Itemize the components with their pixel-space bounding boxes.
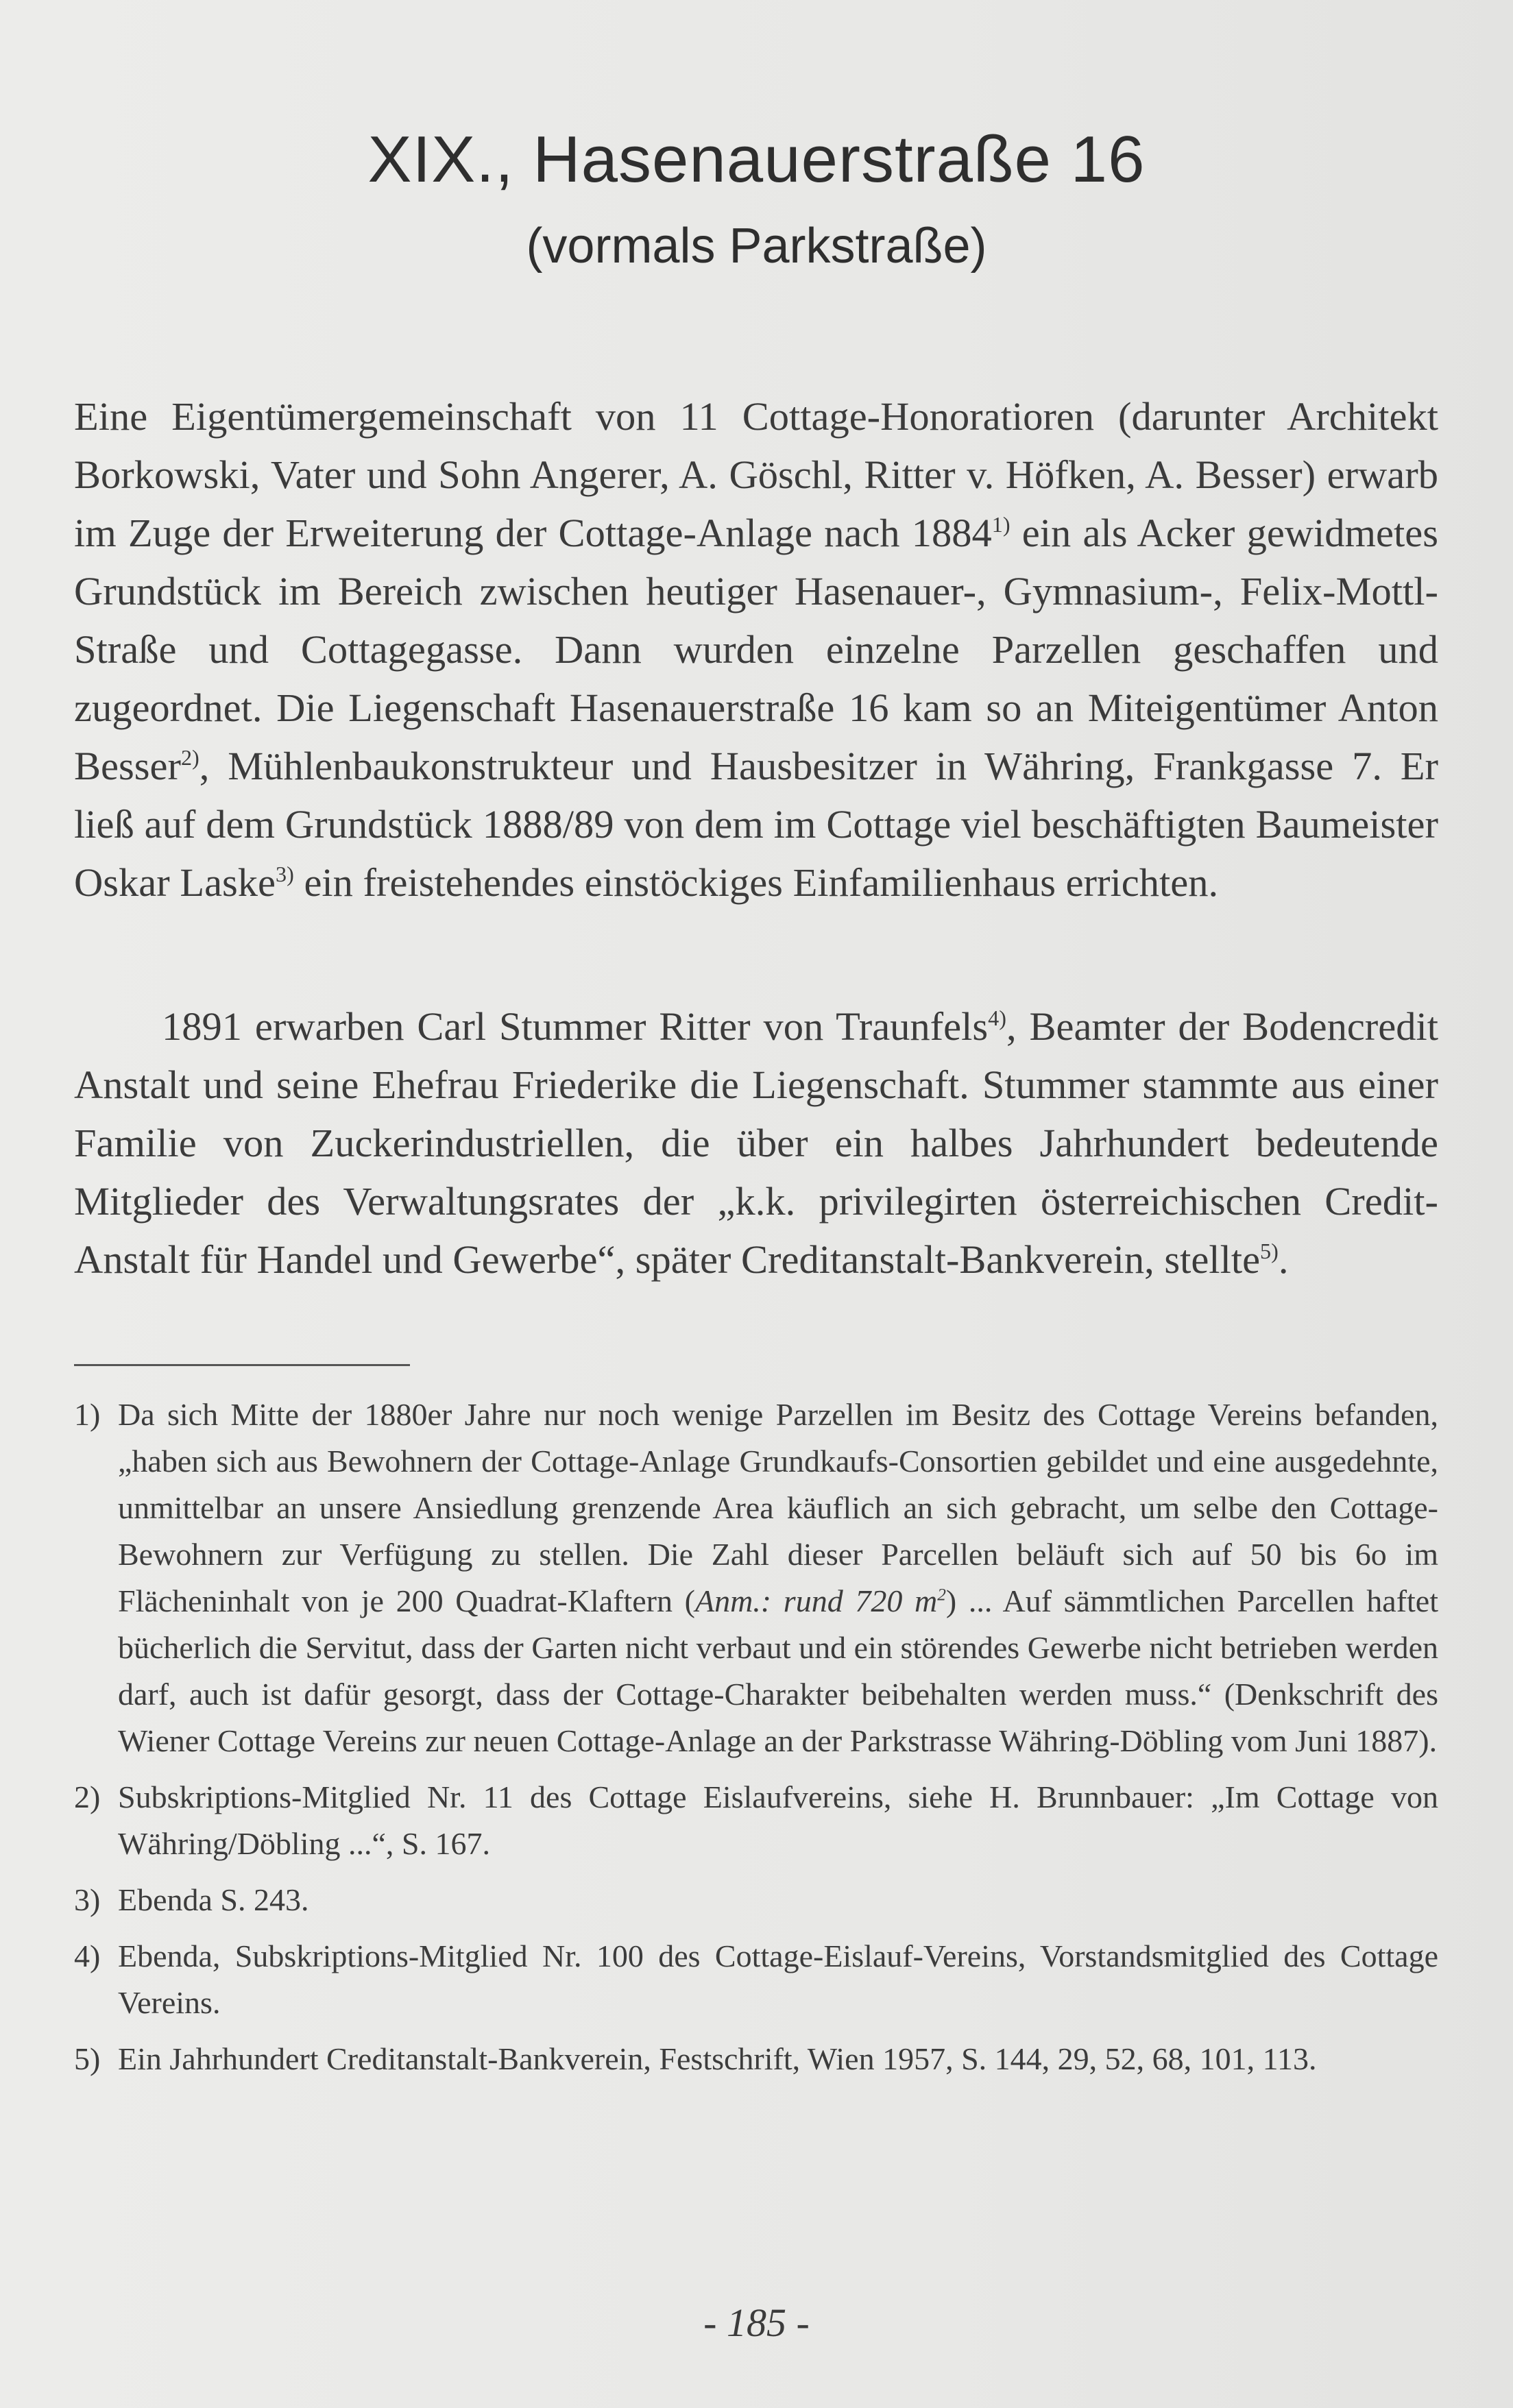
paragraph-text: , Beamter der Bodencredit Anstalt und seine Ehefrau Friederike die Liegenschaft. Stummer stammte aus einer Familie von Zuckerindustriellen, die über ein halbes Jahrhundert bedeutende Mitglieder des Verwaltungsrates der „k.k. privilegirten österreichischen Credit-Anstalt für Handel und Gewerbe“, später Creditanstalt-Bankverein, stellte	[74, 1004, 1438, 1282]
footnote-divider	[74, 1364, 410, 1366]
paragraph-text: ein als Acker gewidmetes Grundstück im Bereich zwischen heutiger Hasenauer-, Gymnasium-, Felix-Mottl-Straße und Cottagegasse. Dann wurden einzelne Parzellen geschaffen und zugeordnet. Die Liegenschaft Hasenauerstraße 16 kam so an Miteigentümer Anton Besser	[74, 511, 1438, 788]
footnote-annotation: Anm.: rund 720 m	[694, 1583, 938, 1618]
footnote-3	[74, 1877, 1438, 1923]
page-title: XIX., Hasenauerstraße 16	[367, 123, 1146, 196]
paragraph-text: ein freistehendes einstöckiges Einfamilienhaus errichten.	[293, 860, 1219, 905]
footnote-number: 5)	[74, 2041, 101, 2076]
paragraph-text: 1891 erwarben Carl Stummer Ritter von Traunfels	[162, 1004, 989, 1049]
body-paragraph-1	[74, 387, 1438, 912]
footnote-text: Subskriptions-Mitglied Nr. 11 des Cottage Eislaufvereins, siehe H. Brunnbauer: „Im Cottage von Währing/Döbling ...“, S. 167.	[118, 1779, 1438, 1861]
footnote-ref-2: 2)	[180, 745, 199, 770]
footnote-ref-3: 3)	[276, 862, 294, 887]
footnote-2	[74, 1774, 1438, 1867]
footnote-1	[74, 1391, 1438, 1764]
body-paragraph-2	[74, 997, 1438, 1289]
footnote-text: Ebenda S. 243.	[118, 1882, 309, 1917]
footnote-ref-4: 4)	[988, 1006, 1006, 1031]
paragraph-text: , Mühlenbaukonstrukteur und Hausbesitzer in Währing, Frankgasse 7. Er ließ auf dem Grundstück 1888/89 von dem im Cottage viel beschäftigten Baumeister Oskar Laske	[74, 744, 1438, 905]
page-number: - 185 -	[703, 2300, 810, 2345]
footnote-number: 4)	[74, 1938, 101, 1973]
paragraph-text: Eine Eigentümergemeinschaft von 11 Cottage-Honoratioren (darunter Architekt Borkowski, Vater und Sohn Angerer, A. Göschl, Ritter v. Höfken, A. Besser) erwarb im Zuge der Erweiterung der Cottage-Anlage nach 1884	[74, 394, 1438, 555]
footnote-text: Ein Jahrhundert Creditanstalt-Bankverein, Festschrift, Wien 1957, S. 144, 29, 52, 68, 101, 113.	[118, 2041, 1317, 2076]
footnote-number: 2)	[74, 1779, 101, 1814]
footnote-ref-5: 5)	[1260, 1239, 1279, 1264]
footnote-list	[74, 1391, 1438, 2092]
footnote-number: 1)	[74, 1397, 101, 1432]
footnote-4	[74, 1933, 1438, 2026]
footnote-annotation-exponent: 2	[937, 1585, 946, 1605]
footnote-ref-1: 1)	[991, 512, 1010, 537]
footnote-text: Da sich Mitte der 1880er Jahre nur noch wenige Parzellen im Besitz des Cottage Vereins befanden, „haben sich aus Bewohnern der Cottage-Anlage Grundkaufs-Consortien gebildet und eine ausgedehnte, unmittelbar an unsere Ansiedlung grenzende Area käuflich an sich gebracht, um selbe den Cottage-Bewohnern zur Verfügung zu stellen. Die Zahl dieser Parcellen beläuft sich auf 50 bis 6o im Flächeninhalt von je 200 Quadrat-Klaftern (	[118, 1397, 1438, 1618]
footnote-5	[74, 2036, 1438, 2082]
footnote-text: ) ... Auf sämmtlichen Parcellen haftet bücherlich die Servitut, dass der Garten nicht verbaut und ein störendes Gewerbe nicht betrieben werden darf, auch ist dafür gesorgt, dass der Cottage-Charakter beibehalten werden muss.“ (Denkschrift des Wiener Cottage Vereins zur neuen Cottage-Anlage an der Parkstrasse Währing-Döbling vom Juni 1887).	[118, 1583, 1439, 1758]
paragraph-text: .	[1278, 1237, 1289, 1282]
footnote-number: 3)	[74, 1882, 101, 1917]
footnote-text: Ebenda, Subskriptions-Mitglied Nr. 100 des Cottage-Eislauf-Vereins, Vorstandsmitglied des Cottage Vereins.	[118, 1938, 1438, 2020]
page-subtitle: (vormals Parkstraße)	[526, 219, 987, 273]
